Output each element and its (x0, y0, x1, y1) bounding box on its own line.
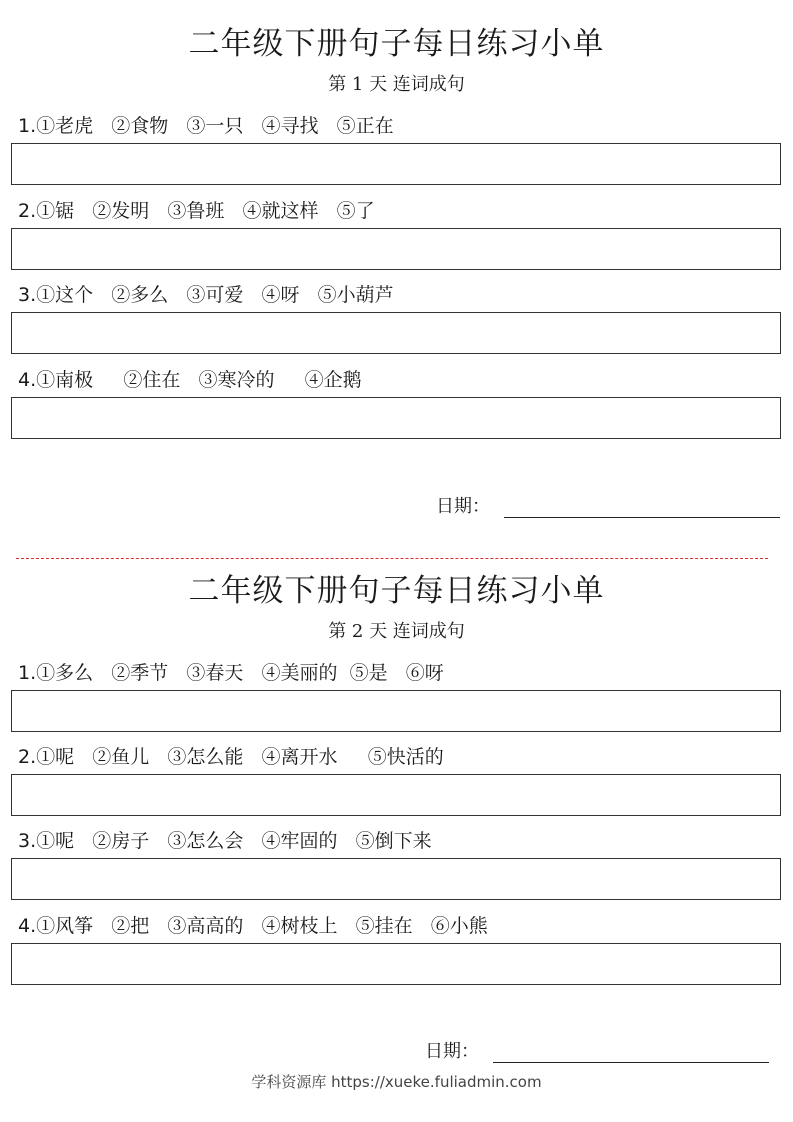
sheet-1-date-field[interactable] (504, 499, 780, 518)
sheet-2-question-4: 4.①风筝 ②把 ③高高的 ④树枝上 ⑤挂在 ⑥小熊 (18, 915, 488, 937)
sheet-2-date-field[interactable] (493, 1044, 769, 1063)
sheet-2-question-1: 1.①多么 ②季节 ③春天 ④美丽的 ⑤是 ⑥呀 (18, 662, 444, 684)
sheet-2-answer-box-2[interactable] (11, 774, 781, 816)
sheet-1-question-3: 3.①这个 ②多么 ③可爱 ④呀 ⑤小葫芦 (18, 284, 394, 306)
sheet-1-answer-box-1[interactable] (11, 143, 781, 185)
sheet-1-date-label: 日期： (436, 496, 490, 517)
sheet-2-answer-box-1[interactable] (11, 690, 781, 732)
cut-line-divider (16, 558, 768, 559)
sheet-2-answer-box-3[interactable] (11, 858, 781, 900)
sheet-1-question-4: 4.①南极 ②住在 ③寒冷的 ④企鹅 (18, 369, 362, 391)
sheet-2-title: 二年级下册句子每日练习小单 (188, 573, 605, 609)
sheet-2-date-row (425, 1037, 769, 1063)
sheet-1-question-1: 1.①老虎 ②食物 ③一只 ④寻找 ⑤正在 (18, 115, 394, 137)
sheet-1-subtitle: 第 1 天 连词成句 (328, 74, 465, 95)
sheet-2-date-label: 日期： (425, 1041, 479, 1062)
sheet-1-question-2: 2.①锯 ②发明 ③鲁班 ④就这样 ⑤了 (18, 200, 375, 222)
sheet-1-answer-box-4[interactable] (11, 397, 781, 439)
sheet-1-date-row (436, 492, 780, 518)
sheet-2-question-3: 3.①呢 ②房子 ③怎么会 ④牢固的 ⑤倒下来 (18, 830, 432, 852)
sheet-2-subtitle: 第 2 天 连词成句 (328, 621, 465, 642)
footer-source: 学科资源库 https://xueke.fuliadmin.com (251, 1073, 542, 1091)
sheet-2-question-2: 2.①呢 ②鱼儿 ③怎么能 ④离开水 ⑤快活的 (18, 746, 444, 768)
sheet-1-answer-box-2[interactable] (11, 228, 781, 270)
sheet-2-answer-box-4[interactable] (11, 943, 781, 985)
sheet-1-title: 二年级下册句子每日练习小单 (188, 26, 605, 62)
sheet-1-answer-box-3[interactable] (11, 312, 781, 354)
